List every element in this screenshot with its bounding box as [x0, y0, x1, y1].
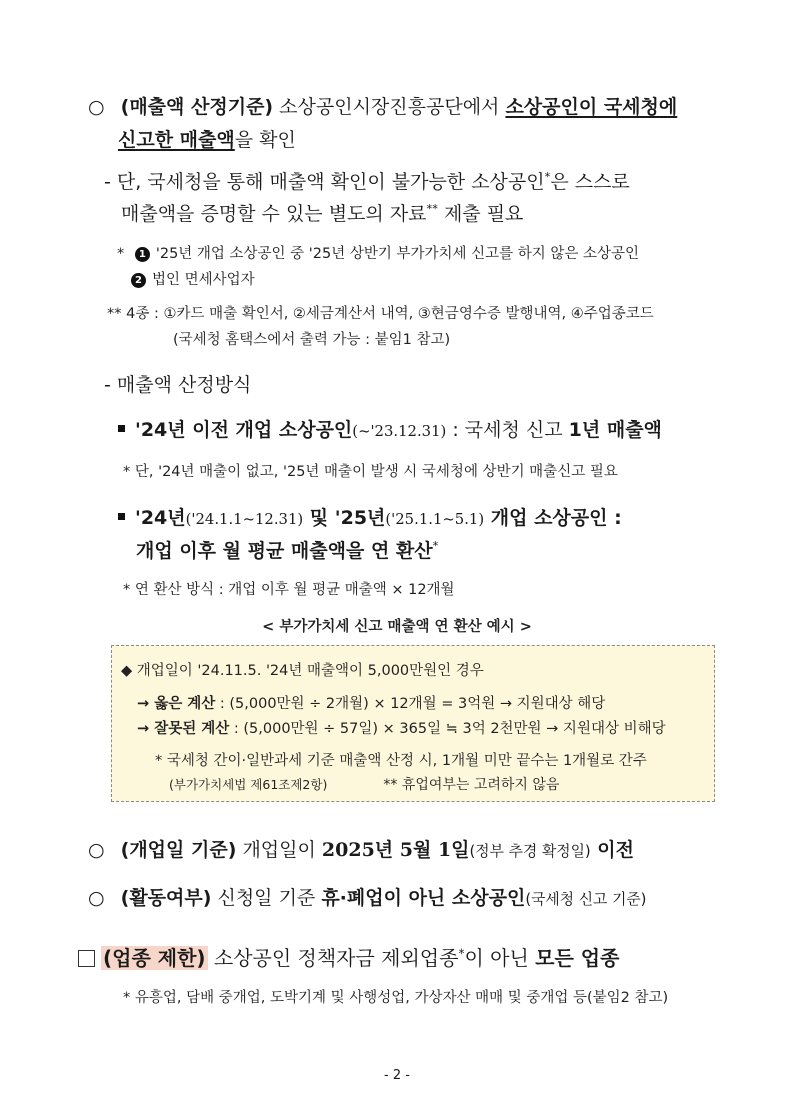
example-note-2: (부가가치세법 제61조제2항) ** 휴업여부는 고려하지 않음	[169, 777, 560, 793]
example-case: ◆ 개업일이 '24.11.5. '24년 매출액이 5,000만원인 경우	[121, 663, 484, 679]
note-single-star: * 1 '25년 개업 소상공인 중 '25년 상반기 부가가치세 신고를 하지 않은 소상공인	[117, 246, 640, 262]
sales-basis-emphasis: 소상공인이 국세청에	[505, 96, 678, 118]
number-1-icon: 1	[135, 247, 150, 262]
example-right-calc: → 옳은 계산 : (5,000만원 ÷ 2개월) × 12개월 = 3억원 → 지원대상 해당	[137, 696, 606, 712]
section-activity: ○ (활동여부) 신청일 기준 휴·폐업이 아닌 소상공인(국세청 신고 기준)	[88, 887, 647, 909]
method-before-24: '24년 이전 개업 소상공인(~'23.12.31) : 국세청 신고 1년 매출액	[118, 415, 662, 442]
calc-method-heading: - 매출액 산정방식	[104, 374, 252, 396]
method-24-25-line2: 개업 이후 월 평균 매출액을 연 환산*	[136, 538, 439, 562]
exception-line: - 단, 국세청을 통해 매출액 확인이 불가능한 소상공인*은 스스로	[104, 169, 630, 193]
checkbox-square-icon	[78, 950, 95, 967]
sales-basis-tag: (매출액 산정기준)	[120, 96, 274, 118]
sales-basis-text-2: 을 확인	[234, 129, 296, 151]
sales-basis-text: 소상공인시장진흥공단에서	[273, 96, 506, 118]
method-before-24-note: * 단, '24년 매출이 없고, '25년 매출이 발생 시 국세청에 상반기 매출신고 필요	[123, 464, 618, 480]
note-single-star-item2: 2 법인 면세사업자	[131, 268, 255, 289]
section-industry-limit: (업종 제한) 소상공인 정책자금 제외업종*이 아닌 모든 업종	[78, 942, 619, 971]
section-sales-basis-line2	[118, 125, 296, 152]
bullet-circle: ○	[88, 839, 105, 861]
number-2-icon: 2	[131, 273, 146, 288]
example-wrong-calc: → 잘못된 계산 : (5,000만원 ÷ 57일) × 365일 ≒ 3억 2천만원 → 지원대상 비해당	[137, 721, 666, 737]
note-double-star: ** 4종 : ①카드 매출 확인서, ②세금계산서 내역, ③현금영수증 발행내역, ④주업종코드	[107, 306, 654, 322]
sales-basis-emphasis-2: 신고한 매출액	[118, 129, 235, 151]
annualize-note: * 연 환산 방식 : 개업 이후 월 평균 매출액 × 12개월	[123, 582, 455, 598]
note-double-star-line2: (국세청 홈택스에서 출력 가능 : 붙임1 참고)	[173, 332, 451, 348]
section-open-date: ○ (개업일 기준) 개업일이 2025년 5월 1일(정부 추경 확정일) 이전	[88, 839, 634, 861]
square-bullet-icon	[118, 425, 125, 432]
page-number: - 2 -	[384, 1068, 410, 1083]
example-title: < 부가가치세 신고 매출액 연 환산 예시 >	[262, 619, 532, 635]
square-bullet-icon	[118, 513, 125, 520]
exception-line-2: 매출액을 증명할 수 있는 별도의 자료** 제출 필요	[121, 201, 524, 225]
bullet-circle: ○	[88, 96, 105, 118]
section-sales-basis	[88, 92, 677, 119]
industry-limit-note: * 유흥업, 담배 중개업, 도박기계 및 사행성업, 가상자산 매매 및 중개업 등(붙임2 참고)	[123, 990, 669, 1006]
bullet-circle: ○	[88, 887, 105, 909]
example-note-1: * 국세청 간이·일반과세 기준 매출액 산정 시, 1개월 미만 끝수는 1개월로 간주	[155, 753, 647, 769]
method-24-25: '24년('24.1.1~12.31) 및 '25년('25.1.1~5.1) 개업 소상공인 :	[118, 503, 622, 530]
